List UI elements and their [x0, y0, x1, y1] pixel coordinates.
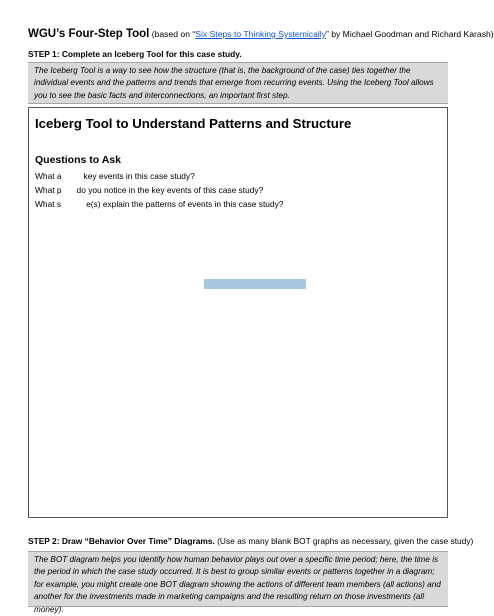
questions-heading: Questions to Ask [35, 154, 121, 166]
source-link[interactable]: Six Steps to Thinking Systemically [195, 29, 326, 39]
step2-intro-box [28, 551, 448, 614]
based-on-suffix: ” by Michael Goodman and Richard Karash) [325, 29, 494, 39]
iceberg-tool-frame [28, 107, 448, 518]
question-3: What s e(s) explain the patterns of events in this case study? [35, 199, 284, 209]
step1-intro-text: The Iceberg Tool is a way to see how the structure (that is, the background of the case) ties together the individual events and the patterns and trends that emerge from recurring events. Using the Iceberg Tool allows you to see the basic facts and interconnections, an important first step. [34, 66, 434, 100]
redaction-mask [62, 171, 84, 181]
step2-label: STEP 2: Draw “Behavior Over Time” Diagrams. (Use as many blank BOT graphs as necessary, given the case study) [28, 536, 474, 546]
document-header [28, 28, 494, 40]
step1-intro-box [28, 62, 448, 104]
step1-label: STEP 1: Complete an Iceberg Tool for this case study. [28, 49, 242, 59]
redaction-mask [61, 199, 86, 209]
placeholder-bar [204, 279, 306, 289]
tool-title: WGU’s Four-Step Tool [28, 28, 150, 40]
redaction-mask [62, 185, 77, 195]
iceberg-title: Iceberg Tool to Understand Patterns and Structure [35, 116, 352, 131]
question-1: What a key events in this case study? [35, 171, 195, 181]
based-on-prefix: (based on “ [151, 29, 196, 39]
step2-note: (Use as many blank BOT graphs as necessary, given the case study) [217, 536, 474, 546]
question-2: What p do you notice in the key events of this case study? [35, 185, 264, 195]
step2-intro-text: The BOT diagram helps you identify how human behavior plays out over a specific time period; here, the time is the period in which the case study occurred. It is best to group similar events or patterns together in a diagram; for example, you might create one BOT diagram showing the actions of different team members (all actions) and another for the investments made in marketing campaigns and the resulting return on those investments (all money). [34, 555, 441, 614]
